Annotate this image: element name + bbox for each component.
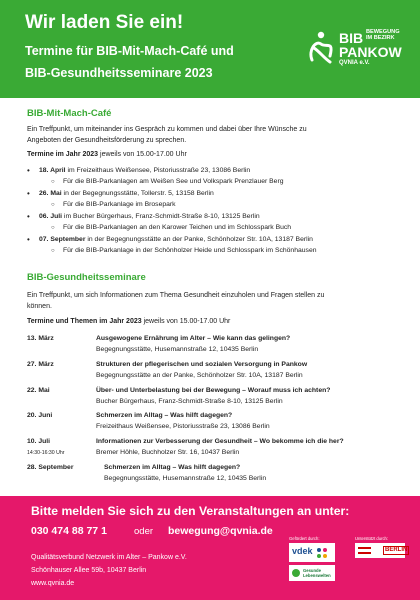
cafe-event-place: im Freizeithaus Weißensee, Pistoriusstraße 23, 13086 Berlin (65, 167, 251, 174)
cafe-intro (27, 125, 397, 146)
logo-tagline-1: BEWEGUNG (366, 29, 400, 35)
cafe-event-date: 18. April (39, 167, 66, 174)
cafe-event-sub: Für die BIB-Parkanlage in der Schönholzer Heide und Schlosspark im Schönhausen (63, 246, 317, 254)
seminar-date: 13. März (27, 335, 54, 342)
seminar-topic: Über- und Unterbelastung bei der Bewegung – Worauf muss ich achten? (96, 387, 331, 394)
circle-bullet-icon: ○ (51, 201, 55, 208)
seminar-date: 20. Juni (27, 412, 53, 419)
cafe-intro-line2: Angeboten der Gesundheitsförderung zu sprechen. (27, 136, 187, 144)
org-address: Schönhauser Allee 59b, 10437 Berlin (31, 567, 147, 574)
logo-org: QVNIA e.V. (339, 60, 370, 66)
page-subtitle-line1: Termine für BIB-Mit-Mach-Café und (25, 44, 234, 58)
seminar-date: 28. September (27, 464, 74, 471)
email-link[interactable]: bewegung@qvnia.de (168, 525, 273, 537)
seminar-topic: Schmerzen im Alltag – Was hilft dagegen? (96, 412, 233, 419)
bullet-icon: • (27, 189, 30, 198)
cafe-event-date: 26. Mai (39, 190, 62, 197)
seminar-date: 27. März (27, 361, 54, 368)
org-name: Qualitätsverbund Netzwerk im Alter – Pankow e.V. (31, 554, 187, 561)
seminar-date: 10. Juli (27, 438, 51, 445)
seminar-place: Freizeithaus Weißensee, Pistoriusstraße 23, 13086 Berlin (96, 422, 270, 430)
page-title: Wir laden Sie ein! (25, 12, 184, 33)
seminar-topic: Informationen zur Verbesserung der Gesundheit – Wo bekomme ich die her? (96, 438, 344, 445)
seminar-place: Begegnungsstätte an der Panke, Schönholzer Str. 10A, 13187 Berlin (96, 371, 303, 379)
cafe-event-date: 07. September (39, 236, 86, 243)
circle-bullet-icon: ○ (51, 178, 55, 185)
seminar-place: Bremer Höhle, Buchholzer Str. 16, 10437 Berlin (96, 448, 240, 456)
cafe-event-sub: Für die BIB-Parkanlagen an den Karower Teichen und im Schlosspark Buch (63, 223, 292, 231)
seminar-topic: Strukturen der pflegerischen und sozialen Versorgung in Pankow (96, 361, 308, 368)
circle-bullet-icon: ○ (51, 224, 55, 231)
seminar-intro-line1: Ein Treffpunkt, um sich Informationen zum Thema Gesundheit einzuholen und Fragen stellen zu (27, 292, 325, 299)
circle-bullet-icon: ○ (51, 247, 55, 254)
seminar-intro-line2: können. (27, 302, 52, 310)
page-subtitle-line2: BIB-Gesundheitsseminare 2023 (25, 66, 213, 80)
header-banner (0, 0, 420, 98)
cafe-event-place: in der Begegnungsstätte, Tollerstr. 5, 13158 Berlin (61, 190, 214, 197)
seminar-year-bold: Termine und Themen im Jahr 2023 (27, 318, 142, 325)
supported-by-caption: Unterstützt durch: (355, 536, 389, 541)
cafe-event-place: in der Begegnungsstätte an der Panke, Schönholzer Str. 10A, 13187 Berlin (85, 236, 313, 243)
gesunde-lebenswelten-text: Gesunde Lebenswelten (303, 568, 331, 578)
leaf-icon (292, 569, 300, 577)
seminar-topic: Schmerzen im Alltag – Was hilft dagegen? (104, 464, 241, 471)
seminar-date: 22. Mai (27, 387, 50, 394)
bullet-icon: • (27, 166, 30, 175)
logo-tagline-2: IM BEZIRK (366, 35, 395, 41)
seminar-place: Begegnungsstätte, Husemannstraße 12, 10435 Berlin (96, 345, 259, 353)
cafe-year-rest: jeweils von 15.00-17.00 Uhr (98, 151, 187, 158)
cafe-event-sub: Für die BIB-Parkanlagen am Weißen See und Volkspark Prenzlauer Berg (63, 177, 284, 185)
seminar-section-title: BIB-Gesundheitsseminare (27, 272, 146, 283)
logo-bib: BIB (339, 30, 364, 46)
berlin-bars-icon (358, 547, 371, 554)
figure-logo-icon (306, 30, 336, 66)
logo-pankow: PANKOW (339, 44, 402, 60)
cafe-intro-line1: Ein Treffpunkt, um miteinander ins Gespräch zu kommen und dabei über Ihre Wünsche zu (27, 126, 307, 133)
phone-number[interactable]: 030 474 88 77 1 (31, 525, 107, 537)
berlin-logo-text: BERLIN (385, 547, 408, 553)
cafe-event-place: im Bucher Bürgerhaus, Franz-Schmidt-Straße 8-10, 13125 Berlin (62, 213, 260, 220)
seminar-time: 14:30-16:30 Uhr (27, 449, 65, 456)
seminar-year-line (27, 318, 230, 325)
org-website-link[interactable]: www.qvnia.de (31, 580, 75, 587)
funded-by-caption: Gefördert durch: (289, 536, 320, 541)
bullet-icon: • (27, 235, 30, 244)
seminar-place: Bucher Bürgerhaus, Franz-Schmidt-Straße 8-10, 13125 Berlin (96, 397, 283, 405)
gesunde-lebenswelten-logo (289, 565, 335, 581)
seminar-topic: Ausgewogene Ernährung im Alter – Wie kann das gelingen? (96, 335, 291, 342)
berlin-logo (355, 543, 408, 558)
vdek-logo-text: vdek (292, 546, 313, 556)
or-text: oder (134, 526, 154, 537)
seminar-intro (27, 291, 397, 312)
cafe-year-bold: Termine im Jahr 2023 (27, 151, 99, 158)
cafe-event-date: 06. Juli (39, 213, 63, 220)
bib-pankow-logo (306, 26, 416, 74)
registration-call: Bitte melden Sie sich zu den Veranstaltungen an unter: (31, 504, 350, 518)
cafe-section-title: BIB-Mit-Mach-Café (27, 108, 112, 119)
bullet-icon: • (27, 212, 30, 221)
cafe-year-line (27, 151, 187, 158)
seminar-year-rest: jeweils von 15.00-17.00 Uhr (141, 318, 231, 325)
vdek-dots-icon (315, 547, 331, 559)
cafe-event-sub: Für die BIB-Parkanlage im Brosepark (63, 200, 176, 208)
seminar-place: Begegnungsstätte, Husemannstraße 12, 10435 Berlin (104, 474, 267, 482)
vdek-logo (289, 543, 335, 562)
